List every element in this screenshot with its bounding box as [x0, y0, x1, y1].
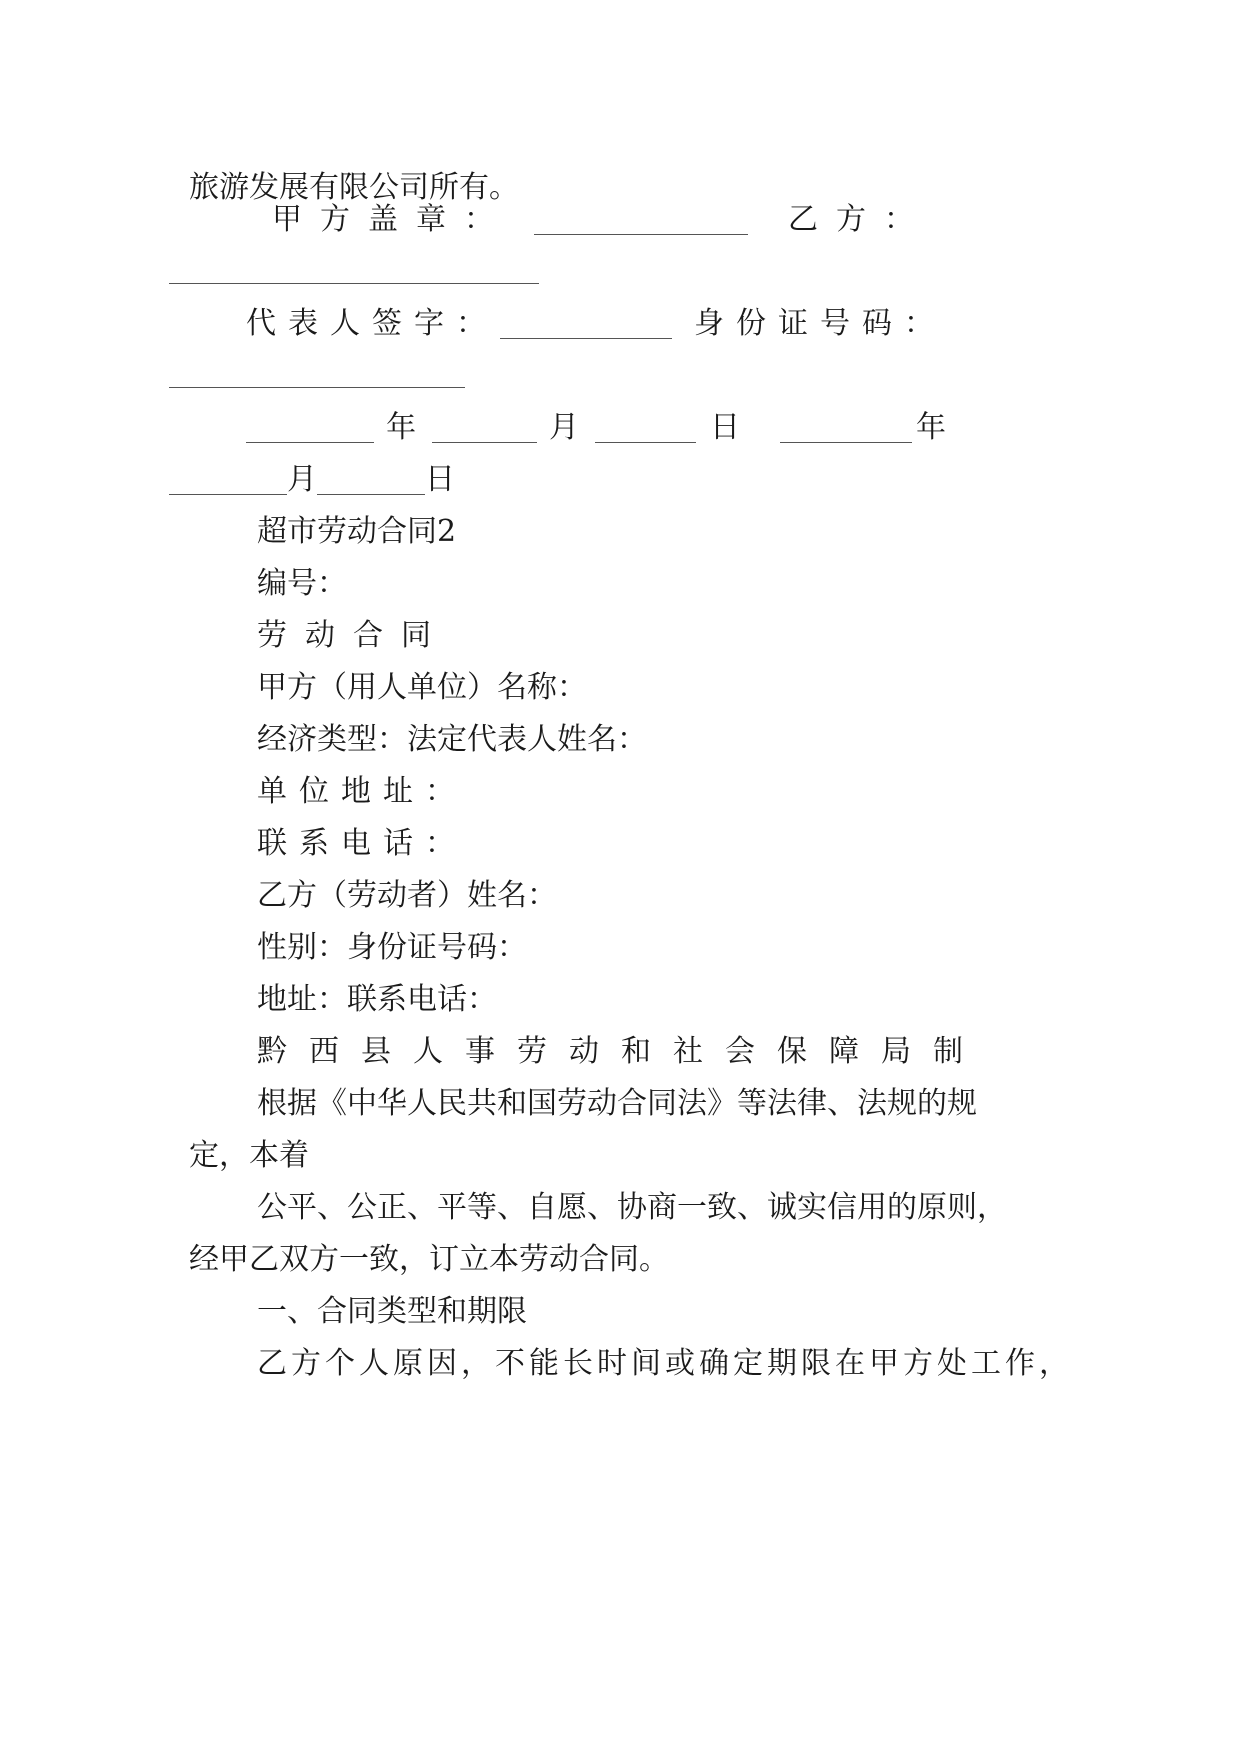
- party-a-seal-label: 甲方盖章：: [272, 202, 512, 237]
- basis-paragraph-line2: 定，本着: [189, 1138, 309, 1173]
- basis-paragraph-line1: 根据《中华人民共和国劳动合同法》等法律、法规的规: [257, 1086, 977, 1121]
- address-phone-label: 地址：联系电话：: [257, 982, 497, 1017]
- date-a-month-blank: [432, 414, 537, 443]
- section-1-text: 乙方个人原因，不能长时间或确定期限在甲方处工作，: [257, 1346, 1073, 1381]
- representative-sign-blank: [500, 310, 672, 339]
- party-b-name-label: 乙方（劳动者）姓名：: [257, 878, 557, 913]
- date-row-2: [169, 460, 455, 500]
- company-ownership-text: 旅游发展有限公司所有。: [189, 170, 519, 205]
- signature-row-representative: [246, 304, 946, 344]
- date-b-day-blank: [317, 466, 425, 495]
- date-a-day-blank: [595, 414, 696, 443]
- serial-number-label: 编号：: [257, 566, 347, 601]
- signature-row-seal: [272, 200, 932, 240]
- date-b-year-blank: [780, 414, 912, 443]
- representative-sign-label: 代表人签字：: [246, 306, 498, 341]
- id-number-label: 身份证号码：: [694, 306, 946, 341]
- date-row-1: [246, 408, 946, 448]
- date-b-month-blank: [169, 466, 287, 495]
- section-1-heading: 一、合同类型和期限: [257, 1294, 527, 1329]
- date-b-day-label: 日: [425, 462, 455, 497]
- date-a-year-blank: [246, 414, 374, 443]
- contract-title: 超市劳动合同2: [257, 514, 457, 549]
- economic-type-label: 经济类型：法定代表人姓名：: [257, 722, 647, 757]
- contract-heading: 劳动合同: [257, 618, 449, 653]
- date-b-month-label: 月: [287, 462, 317, 497]
- contact-phone-label: 联系电话：: [257, 826, 467, 861]
- gender-id-label: 性别：身份证号码：: [257, 930, 527, 965]
- id-number-blank: [169, 386, 465, 388]
- unit-address-label: 单位地址：: [257, 774, 467, 809]
- party-b-label: 乙方：: [788, 202, 932, 237]
- date-b-year-label: 年: [916, 410, 946, 445]
- principle-paragraph-line2: 经甲乙双方一致，订立本劳动合同。: [189, 1242, 669, 1277]
- date-a-year-label: 年: [386, 410, 417, 445]
- party-b-blank: [169, 282, 539, 284]
- party-a-name-label: 甲方（用人单位）名称：: [257, 670, 587, 705]
- party-a-seal-blank: [534, 206, 748, 235]
- date-a-day-label: 日: [709, 410, 740, 445]
- date-a-month-label: 月: [549, 410, 579, 445]
- principle-paragraph-line1: 公平、公正、平等、自愿、协商一致、诚实信用的原则，: [257, 1190, 1007, 1225]
- issuer-line: 黔西县人事劳动和社会保障局制: [257, 1034, 985, 1069]
